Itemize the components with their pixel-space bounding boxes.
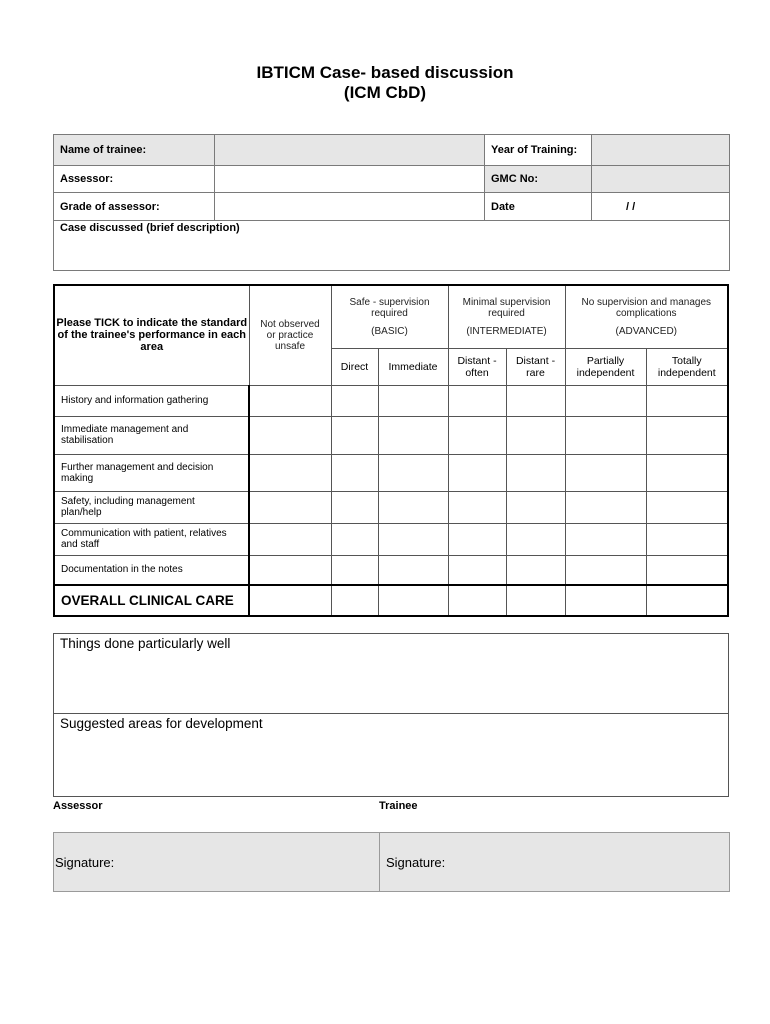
case-description-field[interactable] bbox=[54, 221, 730, 271]
feedback-box bbox=[53, 633, 729, 797]
trainee-signature-label: Signature: bbox=[386, 854, 446, 870]
tick-cell[interactable] bbox=[378, 585, 448, 616]
tick-cell[interactable] bbox=[448, 416, 506, 454]
trainee-name-input[interactable] bbox=[215, 135, 485, 166]
direct-supervision-header: Direct bbox=[331, 348, 378, 385]
assessor-signature-label: Signature: bbox=[55, 854, 115, 870]
tick-cell[interactable] bbox=[646, 385, 728, 416]
tick-cell[interactable] bbox=[565, 555, 646, 585]
tick-cell[interactable] bbox=[331, 523, 378, 555]
row-label-further-management: Further management and decision making bbox=[54, 454, 249, 491]
tick-cell[interactable] bbox=[448, 585, 506, 616]
tick-cell[interactable] bbox=[448, 523, 506, 555]
trainee-info-table bbox=[53, 134, 730, 271]
table-row bbox=[54, 454, 728, 491]
tick-cell[interactable] bbox=[565, 523, 646, 555]
basic-level-header: Safe - supervision required (BASIC) bbox=[331, 285, 448, 348]
tick-cell[interactable] bbox=[646, 523, 728, 555]
assessor-signature-field[interactable] bbox=[54, 833, 380, 892]
gmc-number-label: GMC No: bbox=[485, 166, 592, 193]
tick-cell[interactable] bbox=[331, 454, 378, 491]
assessor-heading: Assessor bbox=[53, 800, 103, 812]
grade-of-assessor-input[interactable] bbox=[215, 193, 485, 221]
assessor-input[interactable] bbox=[215, 166, 485, 193]
tick-cell[interactable] bbox=[249, 585, 331, 616]
tick-cell[interactable] bbox=[249, 416, 331, 454]
distant-often-header: Distant - often bbox=[448, 348, 506, 385]
tick-cell[interactable] bbox=[331, 585, 378, 616]
tick-cell[interactable] bbox=[331, 416, 378, 454]
table-row bbox=[54, 555, 728, 585]
tick-cell[interactable] bbox=[506, 454, 565, 491]
table-row bbox=[54, 491, 728, 523]
signature-table bbox=[53, 832, 730, 892]
tick-cell[interactable] bbox=[646, 491, 728, 523]
tick-cell[interactable] bbox=[565, 454, 646, 491]
tick-cell[interactable] bbox=[646, 454, 728, 491]
overall-clinical-care-label: OVERALL CLINICAL CARE bbox=[54, 585, 249, 616]
tick-instruction: Please TICK to indicate the standard of the trainee's performance in each area bbox=[54, 285, 249, 385]
tick-cell[interactable] bbox=[506, 385, 565, 416]
tick-cell[interactable] bbox=[249, 454, 331, 491]
trainee-heading: Trainee bbox=[379, 800, 418, 812]
row-label-documentation: Documentation in the notes bbox=[54, 555, 249, 585]
tick-cell[interactable] bbox=[506, 416, 565, 454]
tick-cell[interactable] bbox=[506, 555, 565, 585]
trainee-signature-field[interactable] bbox=[380, 833, 730, 892]
row-label-communication: Communication with patient, relatives and staff bbox=[54, 523, 249, 555]
gmc-number-input[interactable] bbox=[592, 166, 730, 193]
tick-cell[interactable] bbox=[565, 385, 646, 416]
tick-cell[interactable] bbox=[565, 585, 646, 616]
tick-cell[interactable] bbox=[378, 491, 448, 523]
table-row bbox=[54, 416, 728, 454]
tick-cell[interactable] bbox=[331, 555, 378, 585]
tick-cell[interactable] bbox=[249, 555, 331, 585]
tick-cell[interactable] bbox=[448, 454, 506, 491]
tick-cell[interactable] bbox=[448, 491, 506, 523]
date-label: Date bbox=[485, 193, 592, 221]
year-of-training-label: Year of Training: bbox=[485, 135, 592, 166]
year-of-training-input[interactable] bbox=[592, 135, 730, 166]
tick-cell[interactable] bbox=[506, 523, 565, 555]
development-label: Suggested areas for development bbox=[60, 716, 263, 731]
done-well-label: Things done particularly well bbox=[60, 636, 231, 651]
tick-cell[interactable] bbox=[378, 416, 448, 454]
table-row bbox=[54, 523, 728, 555]
trainee-name-label: Name of trainee: bbox=[54, 135, 215, 166]
table-row bbox=[54, 385, 728, 416]
assessor-label: Assessor: bbox=[54, 166, 215, 193]
totally-independent-header: Totally independent bbox=[646, 348, 728, 385]
date-input[interactable]: / / bbox=[592, 193, 730, 221]
form-title: IBTICM Case- based discussion bbox=[256, 63, 514, 82]
row-label-immediate-management: Immediate management and stabilisation bbox=[54, 416, 249, 454]
tick-cell[interactable] bbox=[249, 523, 331, 555]
tick-cell[interactable] bbox=[378, 523, 448, 555]
tick-cell[interactable] bbox=[506, 491, 565, 523]
case-description-label: Case discussed (brief description) bbox=[60, 222, 240, 234]
intermediate-level-header: Minimal supervision required (INTERMEDIATE) bbox=[448, 285, 565, 348]
grade-of-assessor-label: Grade of assessor: bbox=[54, 193, 215, 221]
form-subtitle: (ICM CbD) bbox=[343, 83, 427, 102]
tick-cell[interactable] bbox=[331, 491, 378, 523]
tick-cell[interactable] bbox=[249, 491, 331, 523]
done-well-field[interactable] bbox=[54, 634, 729, 714]
advanced-level-header: No supervision and manages complications (ADVANCED) bbox=[565, 285, 728, 348]
tick-cell[interactable] bbox=[331, 385, 378, 416]
table-row bbox=[54, 585, 728, 616]
partially-independent-header: Partially independent bbox=[565, 348, 646, 385]
tick-cell[interactable] bbox=[506, 585, 565, 616]
immediate-supervision-header: Immediate bbox=[378, 348, 448, 385]
tick-cell[interactable] bbox=[249, 385, 331, 416]
tick-cell[interactable] bbox=[448, 555, 506, 585]
tick-cell[interactable] bbox=[378, 555, 448, 585]
distant-rare-header: Distant - rare bbox=[506, 348, 565, 385]
tick-cell[interactable] bbox=[378, 454, 448, 491]
tick-cell[interactable] bbox=[646, 416, 728, 454]
assessment-grid bbox=[53, 284, 729, 617]
tick-cell[interactable] bbox=[646, 585, 728, 616]
tick-cell[interactable] bbox=[448, 385, 506, 416]
tick-cell[interactable] bbox=[565, 416, 646, 454]
row-label-history: History and information gathering bbox=[54, 385, 249, 416]
tick-cell[interactable] bbox=[565, 491, 646, 523]
tick-cell[interactable] bbox=[646, 555, 728, 585]
tick-cell[interactable] bbox=[378, 385, 448, 416]
development-field[interactable] bbox=[54, 714, 729, 797]
row-label-safety: Safety, including management plan/help bbox=[54, 491, 249, 523]
not-observed-header: Not observed or practice unsafe bbox=[249, 285, 331, 385]
